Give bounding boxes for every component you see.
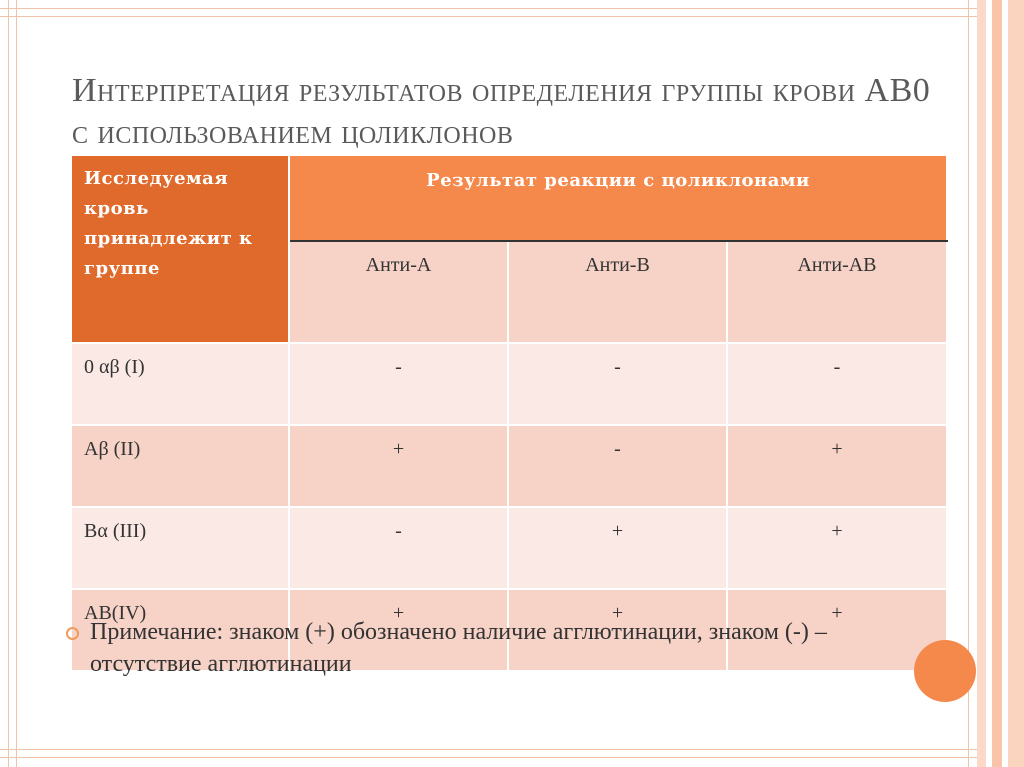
table-row bbox=[71, 425, 947, 507]
blood-group-table bbox=[70, 154, 948, 672]
note-text: Примечание: знаком (+) обозначено наличие агглютинации, знаком (-) – отсутствие агглютинации bbox=[90, 619, 827, 677]
column-header-anti-b: Анти-В bbox=[508, 241, 727, 343]
table-row bbox=[71, 507, 947, 589]
table-header-row bbox=[71, 155, 947, 241]
frame-line bbox=[0, 16, 977, 17]
side-stripe bbox=[992, 0, 1002, 767]
result-cell: - bbox=[289, 343, 508, 425]
frame-line bbox=[0, 757, 977, 758]
decorative-circle-icon bbox=[914, 640, 976, 702]
result-cell: + bbox=[508, 507, 727, 589]
frame-line bbox=[0, 8, 977, 9]
bullet-icon bbox=[66, 627, 79, 640]
group-header: Исследуемая кровь принадлежит к группе bbox=[84, 168, 253, 279]
column-header-anti-ab: Анти-АВ bbox=[727, 241, 947, 343]
result-cell: - bbox=[289, 507, 508, 589]
frame-line bbox=[8, 0, 9, 767]
slide-title: Интерпретация результатов определения группы крови АВ0 с использованием цоликлонов bbox=[72, 72, 931, 151]
column-header-anti-a: Анти-А bbox=[289, 241, 508, 343]
result-cell: + bbox=[508, 589, 727, 671]
table-row bbox=[71, 343, 947, 425]
result-cell: - bbox=[508, 343, 727, 425]
group-cell: Вα (III) bbox=[71, 507, 289, 589]
result-cell: - bbox=[508, 425, 727, 507]
side-stripe bbox=[1008, 0, 1024, 767]
result-cell: + bbox=[727, 425, 947, 507]
result-header: Результат реакции с цоликлонами bbox=[426, 170, 810, 191]
result-cell: + bbox=[289, 589, 508, 671]
result-cell: - bbox=[727, 343, 947, 425]
frame-line bbox=[0, 749, 977, 750]
result-cell: + bbox=[289, 425, 508, 507]
side-stripe bbox=[977, 0, 986, 767]
group-cell: АВ(IV) bbox=[71, 589, 289, 671]
group-cell: 0 αβ (I) bbox=[71, 343, 289, 425]
result-header-cell bbox=[289, 155, 947, 241]
group-cell: Аβ (II) bbox=[71, 425, 289, 507]
result-cell: + bbox=[727, 507, 947, 589]
group-header-cell bbox=[71, 155, 289, 343]
frame-line bbox=[16, 0, 17, 767]
result-cell: + bbox=[727, 589, 947, 671]
